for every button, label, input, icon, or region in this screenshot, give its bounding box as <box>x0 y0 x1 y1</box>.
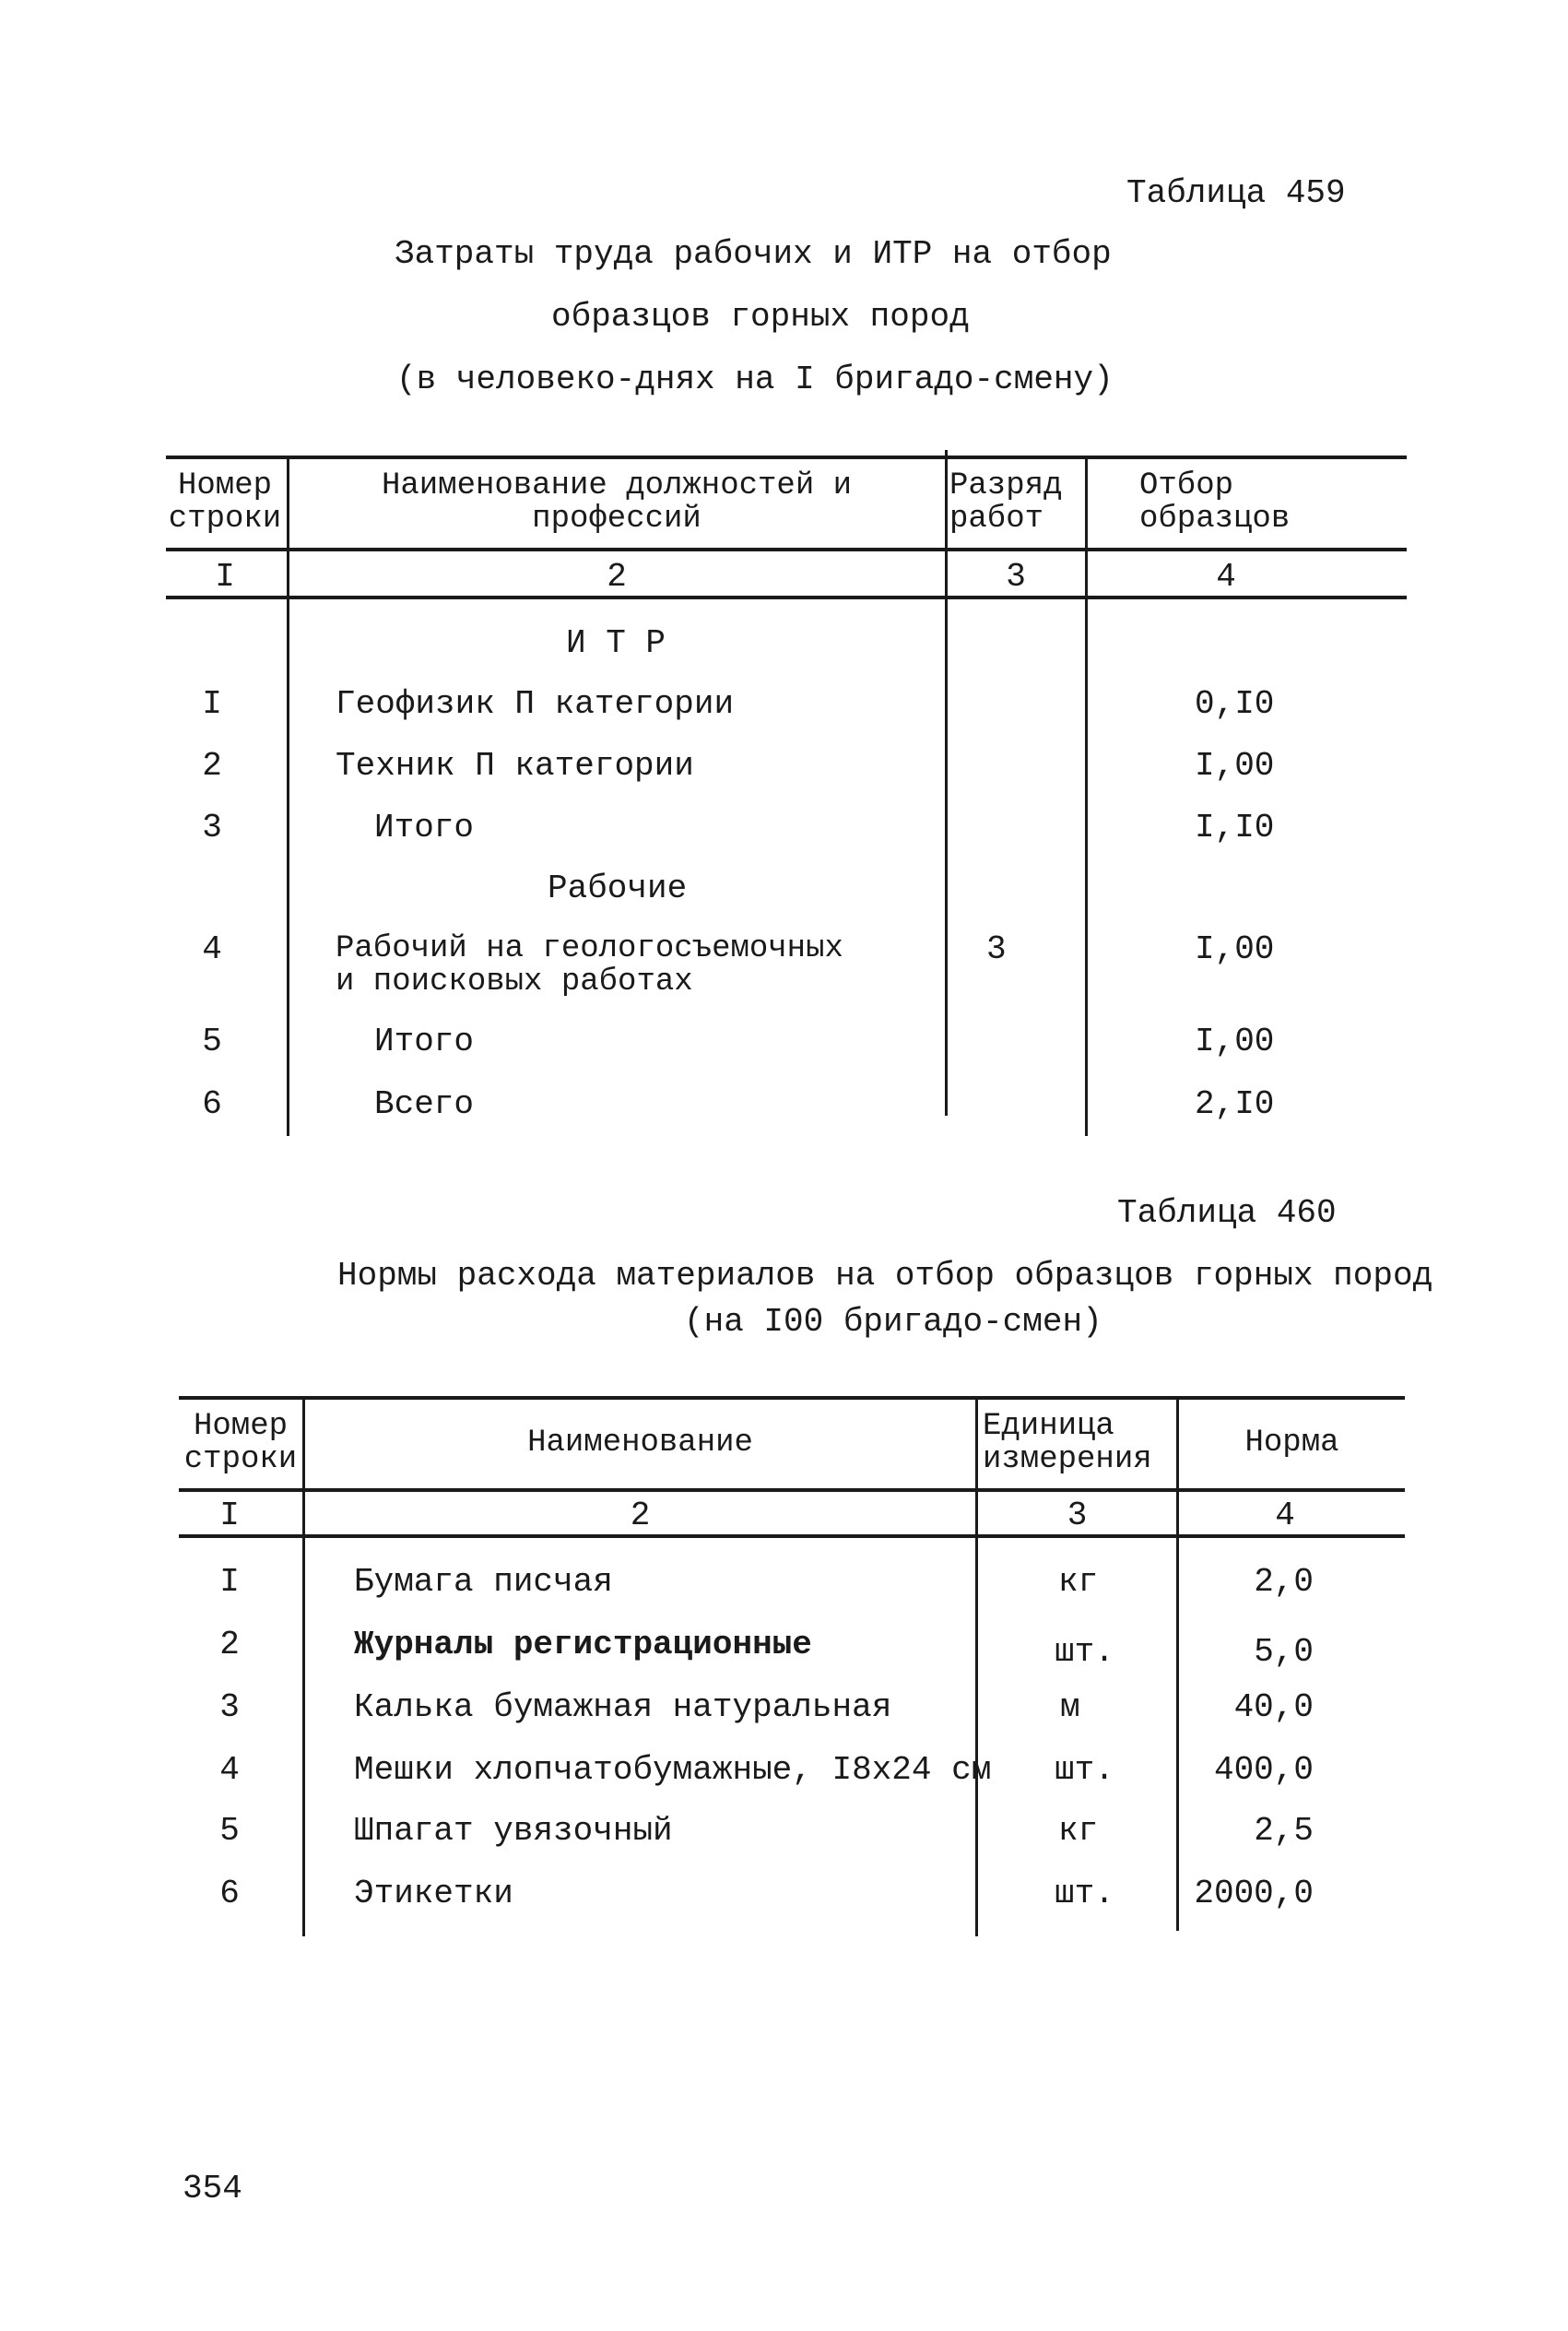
table-460-row-2-name: Журналы регистрационные <box>354 1626 812 1663</box>
table-459-colnum-3: 3 <box>1006 558 1026 596</box>
table-459-label: Таблица 459 <box>1126 174 1346 212</box>
table-460-row-2-unit: шт. <box>1055 1633 1114 1671</box>
table-460-row-6-unit: шт. <box>1055 1875 1114 1912</box>
table-459-row-6-name: Всего <box>374 1085 475 1123</box>
table-459-section-workers: Рабочие <box>548 870 688 907</box>
page-number: 354 <box>183 2170 242 2207</box>
table-459-header-rule <box>166 548 1407 551</box>
table-460-row-1-name: Бумага писчая <box>354 1563 613 1601</box>
table-459-title-line3: (в человеко-днях на I бригадо-смену) <box>396 361 1114 398</box>
table-459-row-6-num: 6 <box>202 1085 222 1123</box>
table-459-colnum-4: 4 <box>1216 558 1236 596</box>
table-459-col-divider-3 <box>1085 456 1088 1136</box>
table-460-row-4-unit: шт. <box>1055 1751 1114 1789</box>
table-459-row-1-value: 0,I0 <box>1195 685 1275 723</box>
table-459-row-2-num: 2 <box>202 747 222 785</box>
table-460-title-line1: Нормы расхода материалов на отбор образцов горных пород <box>337 1257 1433 1295</box>
table-459-row-5-name: Итого <box>374 1023 475 1060</box>
table-459-header-value: Отбор образцов <box>1139 468 1291 537</box>
table-460-colnum-2: 2 <box>630 1497 651 1534</box>
table-460-header-unit: Единица измерения <box>983 1409 1152 1477</box>
table-460-row-2-num: 2 <box>219 1626 240 1663</box>
table-460-row-5-unit: кг <box>1058 1812 1099 1850</box>
table-460-colnum-3: 3 <box>1067 1497 1088 1534</box>
table-460-row-5-value: 2,5 <box>1254 1812 1314 1850</box>
table-459-section-itr: И Т Р <box>566 624 666 662</box>
table-460-header-name: Наименование <box>527 1426 753 1461</box>
table-460-row-1-unit: кг <box>1058 1563 1099 1601</box>
table-460-colnum-4: 4 <box>1275 1497 1295 1534</box>
table-460-header-value: Норма <box>1244 1426 1339 1461</box>
table-460-row-6-value: 2000,0 <box>1194 1875 1314 1912</box>
table-459-row-3-value: I,I0 <box>1195 809 1275 846</box>
table-459-top-rule <box>166 456 1407 459</box>
table-459-row-4-value: I,00 <box>1195 930 1275 968</box>
table-459-colnum-rule <box>166 596 1407 599</box>
table-460-row-3-value: 40,0 <box>1233 1688 1314 1726</box>
table-459-row-4-grade: 3 <box>986 930 1007 968</box>
table-460-colnum-1: I <box>219 1497 240 1534</box>
table-459-row-1-num: I <box>202 685 222 723</box>
table-459-header-num: Номер строки <box>168 468 282 537</box>
table-460-row-3-unit: м <box>1060 1688 1080 1726</box>
table-460-row-1-num: I <box>219 1563 240 1601</box>
table-459-header-name: Наименование должностей и профессий <box>381 468 853 537</box>
table-459-row-2-value: I,00 <box>1195 747 1275 785</box>
table-460-title-line2: (на I00 бригадо-смен) <box>684 1303 1102 1341</box>
table-460-header-num: Номер строки <box>183 1409 298 1477</box>
table-460-row-6-name: Этикетки <box>354 1875 513 1912</box>
table-459-row-1-name: Геофизик П категории <box>336 685 735 723</box>
table-460-col-divider-2 <box>975 1396 978 1936</box>
table-459-row-5-value: I,00 <box>1195 1023 1275 1060</box>
table-460-row-5-num: 5 <box>219 1812 240 1850</box>
table-459-row-3-num: 3 <box>202 809 222 846</box>
table-460-row-3-name: Калька бумажная натуральная <box>354 1688 892 1726</box>
table-460-row-4-name: Мешки хлопчатобумажные, I8x24 см <box>354 1751 992 1789</box>
table-459-colnum-1: I <box>215 558 235 596</box>
table-460-row-4-value: 400,0 <box>1213 1751 1314 1789</box>
table-459-row-2-name: Техник П категории <box>336 747 694 785</box>
table-459-title-line1: Затраты труда рабочих и ИТР на отбор <box>395 235 1112 273</box>
table-459-col-divider-1 <box>287 456 289 1136</box>
table-459-row-4-name: Рабочий на геологосъемочных и поисковых работах <box>336 931 843 1000</box>
table-460-row-4-num: 4 <box>219 1751 240 1789</box>
table-459-header-grade: Разряд работ <box>949 468 1063 537</box>
table-459-row-6-value: 2,I0 <box>1195 1085 1275 1123</box>
table-459-colnum-2: 2 <box>607 558 627 596</box>
table-460-row-5-name: Шпагат увязочный <box>354 1812 673 1850</box>
table-460-col-divider-1 <box>302 1396 305 1936</box>
table-459-row-3-name: Итого <box>374 809 475 846</box>
table-460-top-rule <box>179 1396 1405 1400</box>
table-460-header-rule <box>179 1488 1405 1492</box>
table-460-row-1-value: 2,0 <box>1254 1563 1314 1601</box>
table-460-row-2-value: 5,0 <box>1254 1633 1314 1671</box>
table-459-title-line2: образцов горных пород <box>551 298 970 336</box>
table-459-row-4-num: 4 <box>202 930 222 968</box>
table-459-row-5-num: 5 <box>202 1023 222 1060</box>
table-460-label: Таблица 460 <box>1117 1194 1337 1232</box>
table-460-row-6-num: 6 <box>219 1875 240 1912</box>
table-459-col-divider-2 <box>945 450 948 1116</box>
table-460-colnum-rule <box>179 1534 1405 1538</box>
table-460-row-3-num: 3 <box>219 1688 240 1726</box>
